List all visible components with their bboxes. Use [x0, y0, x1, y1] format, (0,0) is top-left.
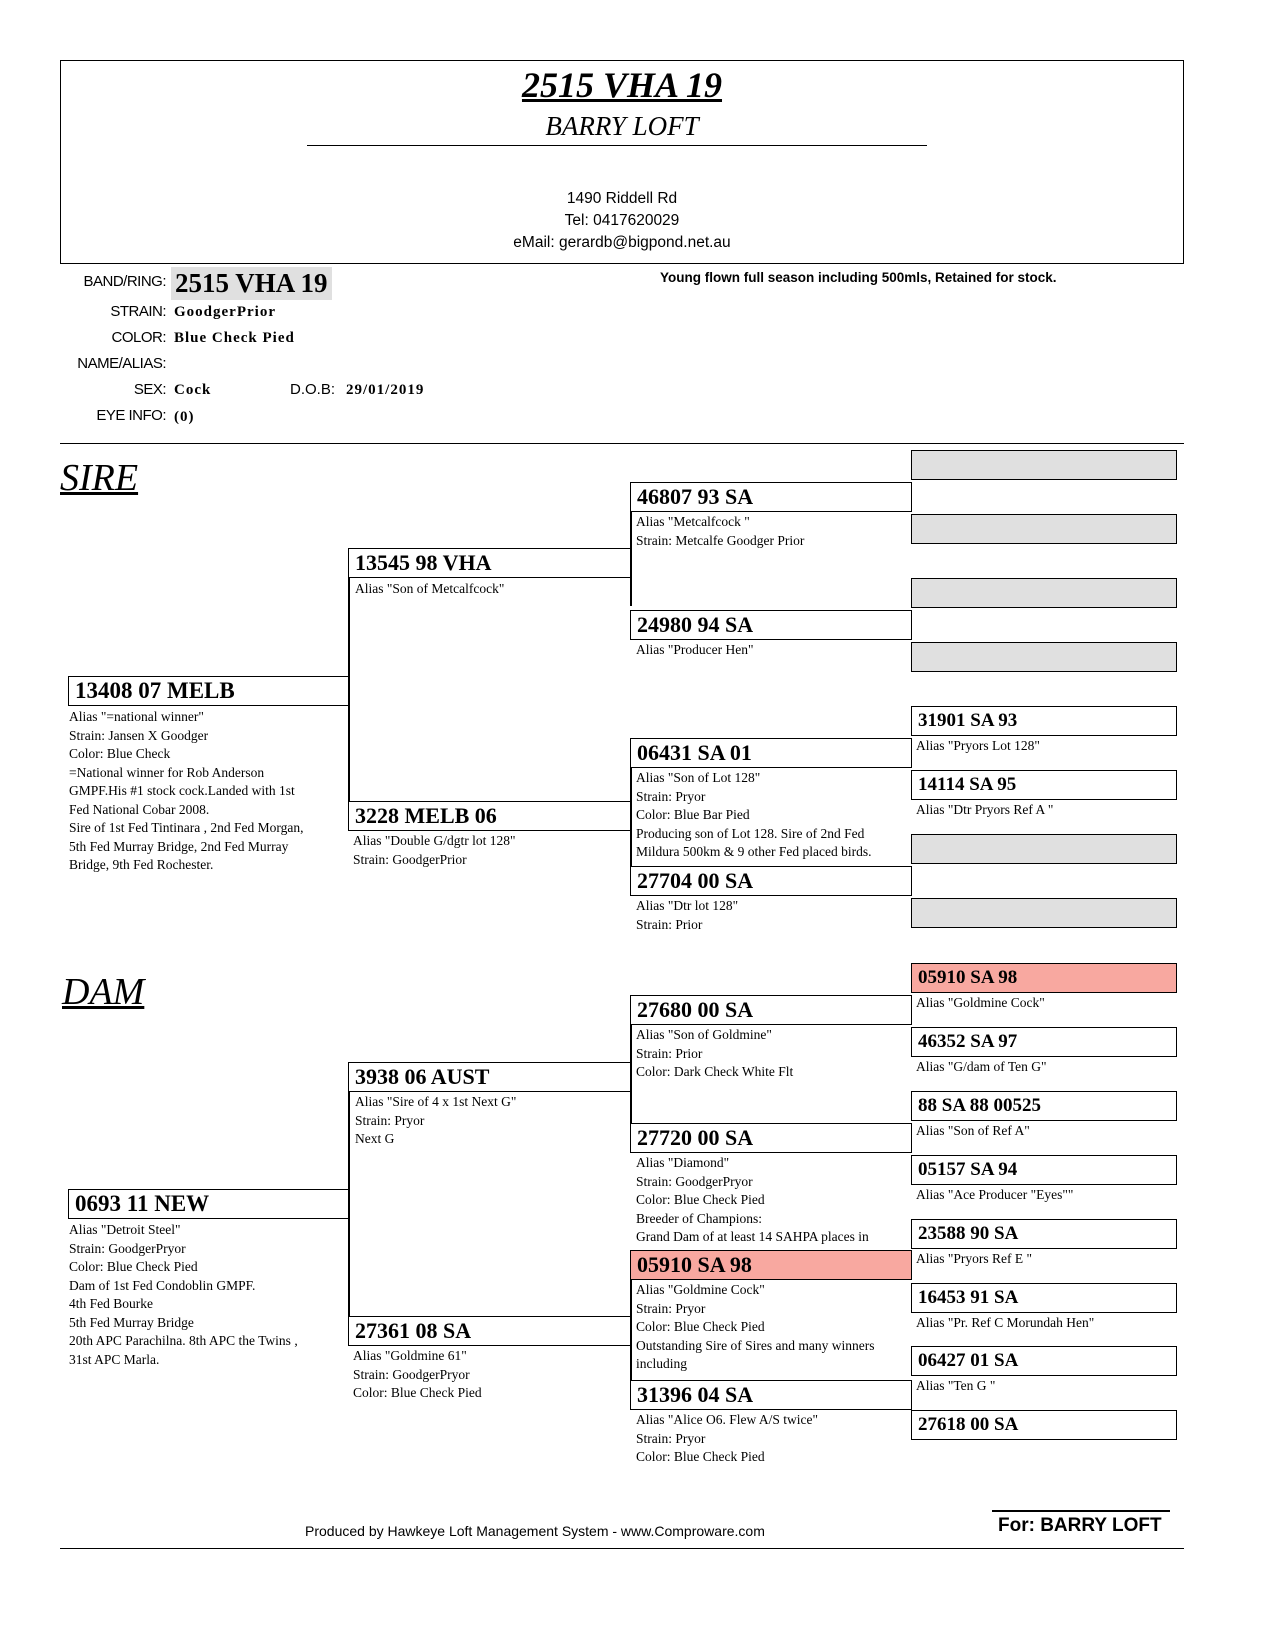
- detail-line: Alias "Sire of 4 x 1st Next G": [355, 1094, 517, 1109]
- email: eMail: gerardb@bigpond.net.au: [513, 234, 731, 251]
- dsd-details: [636, 1154, 869, 1247]
- detail-line: Strain: Pryor: [636, 1430, 706, 1446]
- detail-line: Alias "Son of Goldmine": [636, 1027, 772, 1042]
- g4-sire-6: [911, 834, 1177, 864]
- eye-value: (0): [174, 409, 195, 425]
- dd-details: [353, 1347, 482, 1403]
- detail-line: Strain: Prior: [636, 916, 703, 932]
- eye-label: EYE INFO:: [96, 407, 166, 424]
- info-divider: [60, 443, 1184, 444]
- g4-dam-6: 06427 01 SA: [911, 1346, 1177, 1376]
- band-label: BAND/RING:: [83, 273, 166, 290]
- footer-for: For: BARRY LOFT: [998, 1515, 1162, 1536]
- bird-remark: Young flown full season including 500mls, Retained for stock.: [660, 270, 1057, 285]
- ss-ring: 13545 98 VHA: [348, 548, 631, 578]
- g4-sire-3: [911, 642, 1177, 672]
- for-divider: [992, 1510, 1170, 1512]
- ssd-ring: 24980 94 SA: [630, 610, 912, 640]
- sds-ring: 06431 SA 01: [630, 738, 912, 768]
- detail-line: Alias "Son of Metcalfcock": [355, 581, 505, 596]
- g4-dam-5-alias: Alias "Pr. Ref C Morundah Hen": [916, 1315, 1095, 1330]
- sex-value: Cock: [174, 382, 212, 398]
- ds-details: [355, 1093, 516, 1149]
- dd-ring: 27361 08 SA: [348, 1316, 631, 1346]
- detail-line: Color: Blue Check Pied: [636, 1319, 765, 1334]
- sd-ring: 3228 MELB 06: [348, 801, 631, 831]
- detail-line: Alias "Goldmine Cock": [636, 1282, 765, 1297]
- detail-line: Sire of 1st Fed Tintinara , 2nd Fed Morgan,: [69, 820, 304, 835]
- g4-sire-1: [911, 514, 1177, 544]
- detail-line: Bridge, 9th Fed Rochester.: [69, 857, 214, 872]
- detail-line: Grand Dam of at least 14 SAHPA places in: [636, 1229, 869, 1244]
- detail-line: Strain: Prior: [636, 1045, 703, 1061]
- dsd-ring: 27720 00 SA: [630, 1123, 912, 1153]
- g4-dam-0: 05910 SA 98: [911, 963, 1177, 993]
- detail-line: Alias "Metcalfcock ": [636, 514, 750, 529]
- g4-sire-4: 31901 SA 93: [911, 706, 1177, 736]
- g4-dam-2: 88 SA 88 00525: [911, 1091, 1177, 1121]
- g4-sire-5-alias: Alias "Dtr Pryors Ref A ": [916, 802, 1054, 817]
- detail-line: Alias "Double G/dgtr lot 128": [353, 833, 516, 848]
- detail-line: =National winner for Rob Anderson: [69, 764, 265, 780]
- dss-details: [636, 1026, 793, 1082]
- g4-sire-4-alias: Alias "Pryors Lot 128": [916, 738, 1040, 753]
- sire-ring: 13408 07 MELB: [68, 676, 349, 706]
- detail-line: Next G: [355, 1131, 395, 1146]
- address: 1490 Riddell Rd: [566, 190, 678, 207]
- detail-line: Strain: GoodgerPrior: [353, 851, 467, 867]
- dam-ring: 0693 11 NEW: [68, 1189, 349, 1219]
- detail-line: Strain: Pryor: [636, 788, 706, 804]
- detail-line: 5th Fed Murray Bridge, 2nd Fed Murray: [69, 838, 289, 854]
- footer-divider: [60, 1548, 1184, 1549]
- detail-line: Alias "Dtr lot 128": [636, 898, 739, 913]
- detail-line: Producing son of Lot 128. Sire of 2nd Fed: [636, 825, 865, 841]
- dob-label: D.O.B:: [290, 381, 336, 398]
- dds-details: [636, 1281, 874, 1374]
- sds-details: [636, 769, 871, 862]
- detail-line: Alias "=national winner": [69, 709, 204, 724]
- detail-line: Breeder of Champions:: [636, 1210, 762, 1226]
- telephone: Tel: 0417620029: [564, 212, 680, 229]
- sdd-ring: 27704 00 SA: [630, 866, 912, 896]
- color-label: COLOR:: [111, 329, 166, 346]
- ssd-details: [636, 641, 754, 660]
- detail-line: Alias "Son of Lot 128": [636, 770, 761, 785]
- alias-label: NAME/ALIAS:: [77, 355, 166, 372]
- detail-line: Strain: GoodgerPryor: [636, 1173, 753, 1189]
- g4-dam-5: 16453 91 SA: [911, 1283, 1177, 1313]
- dss-ring: 27680 00 SA: [630, 995, 912, 1025]
- sss-details: [636, 513, 804, 550]
- detail-line: Alias "Goldmine 61": [353, 1348, 467, 1363]
- dob-value: 29/01/2019: [346, 382, 425, 398]
- detail-line: Color: Blue Check Pied: [636, 1449, 765, 1464]
- g4-dam-3-alias: Alias "Ace Producer "Eyes"": [916, 1187, 1074, 1202]
- sex-label: SEX:: [133, 381, 166, 398]
- title-divider: [307, 145, 927, 146]
- detail-line: Color: Blue Check Pied: [69, 1259, 198, 1274]
- detail-line: Fed National Cobar 2008.: [69, 801, 210, 817]
- detail-line: Strain: GoodgerPryor: [69, 1240, 186, 1256]
- detail-line: 31st APC Marla.: [69, 1351, 160, 1367]
- detail-line: Color: Blue Check: [69, 746, 171, 761]
- g4-sire-0: [911, 450, 1177, 480]
- g4-sire-2: [911, 578, 1177, 608]
- ss-details: [355, 580, 504, 599]
- detail-line: Strain: Pryor: [636, 1300, 706, 1316]
- dam-heading: DAM: [62, 971, 145, 1013]
- detail-line: Alias "Detroit Steel": [69, 1222, 181, 1237]
- ddd-details: [636, 1411, 818, 1467]
- detail-line: Color: Blue Check Pied: [636, 1192, 765, 1207]
- g4-dam-4-alias: Alias "Pryors Ref E ": [916, 1251, 1033, 1266]
- sire-details: [69, 708, 304, 875]
- detail-line: Strain: Metcalfe Goodger Prior: [636, 532, 805, 548]
- detail-line: Alias "Producer Hen": [636, 642, 754, 657]
- page-title: 2515 VHA 19: [521, 65, 723, 105]
- detail-line: 5th Fed Murray Bridge: [69, 1314, 194, 1330]
- detail-line: Color: Blue Check Pied: [353, 1385, 482, 1400]
- strain-label: STRAIN:: [110, 303, 166, 320]
- dam-details: [69, 1221, 298, 1369]
- detail-line: 20th APC Parachilna. 8th APC the Twins ,: [69, 1333, 298, 1348]
- g4-dam-6-alias: Alias "Ten G ": [916, 1378, 996, 1393]
- sdd-details: [636, 897, 738, 934]
- detail-line: Alias "Diamond": [636, 1155, 730, 1170]
- ddd-ring: 31396 04 SA: [630, 1380, 912, 1410]
- g4-dam-4: 23588 90 SA: [911, 1219, 1177, 1249]
- g4-dam-1: 46352 SA 97: [911, 1027, 1177, 1057]
- detail-line: Color: Blue Bar Pied: [636, 807, 750, 822]
- detail-line: Mildura 500km & 9 other Fed placed birds.: [636, 844, 872, 859]
- sire-heading: SIRE: [60, 457, 139, 499]
- loft-name: BARRY LOFT: [545, 111, 699, 141]
- g4-sire-5: 14114 SA 95: [911, 770, 1177, 800]
- sd-details: [353, 832, 516, 869]
- g4-dam-2-alias: Alias "Son of Ref A": [916, 1123, 1030, 1138]
- strain-value: GoodgerPrior: [174, 304, 276, 320]
- detail-line: Strain: Jansen X Goodger: [69, 727, 209, 743]
- sss-ring: 46807 93 SA: [630, 482, 912, 512]
- band-value: 2515 VHA 19: [171, 267, 332, 300]
- footer-produced-by: Produced by Hawkeye Loft Management System - www.Comproware.com: [305, 1523, 765, 1539]
- g4-dam-0-alias: Alias "Goldmine Cock": [916, 995, 1045, 1010]
- g4-dam-7: 27618 00 SA: [911, 1410, 1177, 1440]
- dds-ring: 05910 SA 98: [630, 1250, 912, 1280]
- g4-dam-3: 05157 SA 94: [911, 1155, 1177, 1185]
- color-value: Blue Check Pied: [174, 330, 295, 346]
- detail-line: Strain: GoodgerPryor: [353, 1366, 470, 1382]
- detail-line: Outstanding Sire of Sires and many winners: [636, 1337, 875, 1353]
- detail-line: including: [636, 1356, 687, 1371]
- detail-line: Strain: Pryor: [355, 1112, 425, 1128]
- ds-ring: 3938 06 AUST: [348, 1062, 631, 1092]
- detail-line: Dam of 1st Fed Condoblin GMPF.: [69, 1277, 256, 1293]
- detail-line: GMPF.His #1 stock cock.Landed with 1st: [69, 783, 295, 798]
- detail-line: 4th Fed Bourke: [69, 1296, 153, 1311]
- g4-dam-1-alias: Alias "G/dam of Ten G": [916, 1059, 1047, 1074]
- detail-line: Alias "Alice O6. Flew A/S twice": [636, 1412, 818, 1427]
- detail-line: Color: Dark Check White Flt: [636, 1064, 794, 1079]
- g4-sire-7: [911, 898, 1177, 928]
